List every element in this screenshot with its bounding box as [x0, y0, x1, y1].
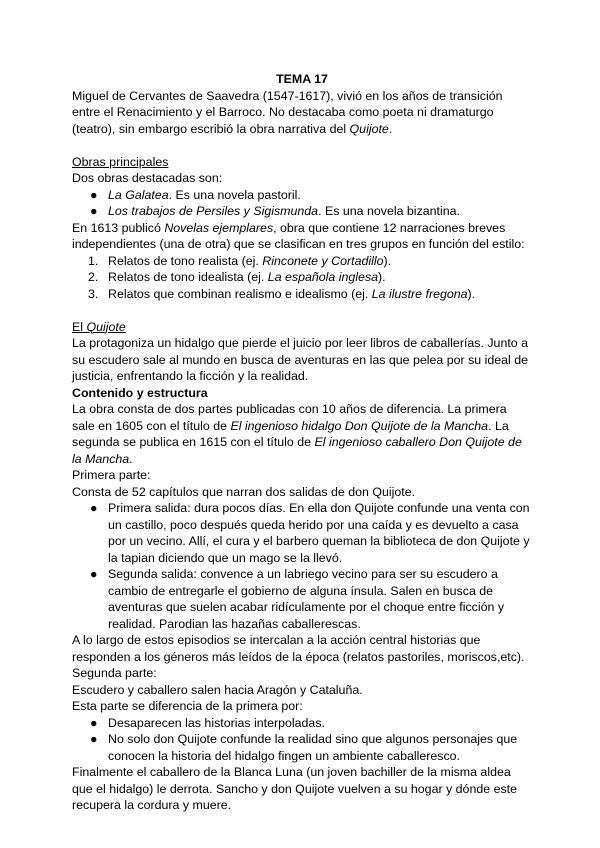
list-item: 3. Relatos que combinan realismo e idealismo (ej. La ilustre fregona).: [88, 286, 476, 301]
obras-heading: Obras principales: [72, 154, 169, 169]
segunda-parte-line: Escudero y caballero salen hacia Aragón y Cataluña.: [72, 682, 363, 697]
bullet-icon: ●: [90, 204, 98, 218]
document-page: [72, 71, 532, 814]
novelas-paragraph: En 1613 publicó Novelas ejemplares, obra que contiene 12 narraciones breves independientes (una de otra) que se clasifican en tres grupos en función del estilo:: [72, 220, 525, 251]
bullet-icon: ●: [90, 187, 98, 202]
diferencias-list: [72, 715, 532, 765]
salidas-list: [72, 500, 532, 632]
primera-parte-desc: Consta de 52 capítulos que narran dos salidas de don Quijote.: [72, 484, 416, 499]
bullet-icon: ●: [90, 732, 98, 746]
bullet-icon: ●: [90, 715, 98, 730]
list-item: ● Los trabajos de Persiles y Sigismunda. Es una novela bizantina.: [90, 204, 460, 218]
quijote-heading: El Quijote: [72, 319, 126, 334]
page-title: TEMA 17: [276, 72, 328, 86]
list-item: ● Primera salida: dura pocos días. En ella don Quijote confunde una venta con un castillo, poco después queda herido por una caída y es devuelto a casa por un vecino. Allí, el cura y el barbero queman la biblioteca de don Quijote y la tapian diciendo que un mago se la llevó.: [90, 501, 530, 565]
list-item: ● La Galatea. Es una novela pastoril.: [90, 187, 301, 202]
final-paragraph: Finalmente el caballero de la Blanca Luna (un joven bachiller de la misma aldea que el hidalgo) le derrota. Sancho y don Quijote vuelven a su hogar y dónde este recupera la cordura y muere.: [72, 765, 517, 812]
segunda-parte-line: Esta parte se diferencia de la primera por:: [72, 699, 303, 713]
obras-lead: Dos obras destacadas son:: [72, 171, 223, 185]
bullet-icon: ●: [90, 567, 98, 581]
intro-paragraph: Miguel de Cervantes de Saavedra (1547-1617), vivió en los años de transición entre el Renacimiento y el Barroco. No destacaba como poeta ni dramaturgo (teatro), sin embargo escribió la obra narrativa del Quijote.: [72, 88, 503, 136]
list-item: 2. Relatos de tono idealista (ej. La española inglesa).: [88, 270, 386, 284]
list-item: 1. Relatos de tono realista (ej. Rinconete y Cortadillo).: [88, 253, 392, 268]
contenido-heading: Contenido y estructura: [72, 385, 208, 400]
blank-line: [72, 137, 532, 154]
blank-line: [72, 302, 532, 319]
bullet-icon: ●: [90, 501, 98, 515]
relatos-list: [72, 253, 532, 303]
segunda-parte-label: Segunda parte:: [72, 666, 157, 680]
quijote-summary: La protagoniza un hidalgo que pierde el juicio por leer libros de caballerías. Junto a su escudero sale al mundo en busca de aventuras en las que pelea por su ideal de justicia, enfrentando la ficción y la realidad.: [72, 336, 529, 383]
list-item: ● Segunda salida: convence a un labriego vecino para ser su escudero a cambio de entregarle el gobierno de alguna ínsula. Salen en busca de aventuras que suelen acabar ridículamente por el choque entre ficción y realidad. Parodian las hazañas caballerescas.: [90, 567, 505, 631]
list-item: ● Desaparecen las historias interpoladas.: [90, 715, 325, 730]
partes-paragraph: La obra consta de dos partes publicadas con 10 años de diferencia. La primera sale en 1605 con el título de El ingenioso hidalgo Don Quijote de la Mancha. La segunda se publica en 1615 con el título de El ingenioso caballero Don Quijote de la Mancha.: [72, 402, 522, 466]
obras-list: [72, 187, 532, 220]
episodios-paragraph: A lo largo de estos episodios se intercalan a la acción central historias que responden a los géneros más leídos de la época (relatos pastoriles, moriscos,etc).: [72, 633, 525, 664]
list-item: ● No solo don Quijote confunde la realidad sino que algunos personajes que conocen la historia del hidalgo fingen un ambiente caballeresco.: [90, 732, 518, 763]
primera-parte-label: Primera parte:: [72, 468, 151, 482]
